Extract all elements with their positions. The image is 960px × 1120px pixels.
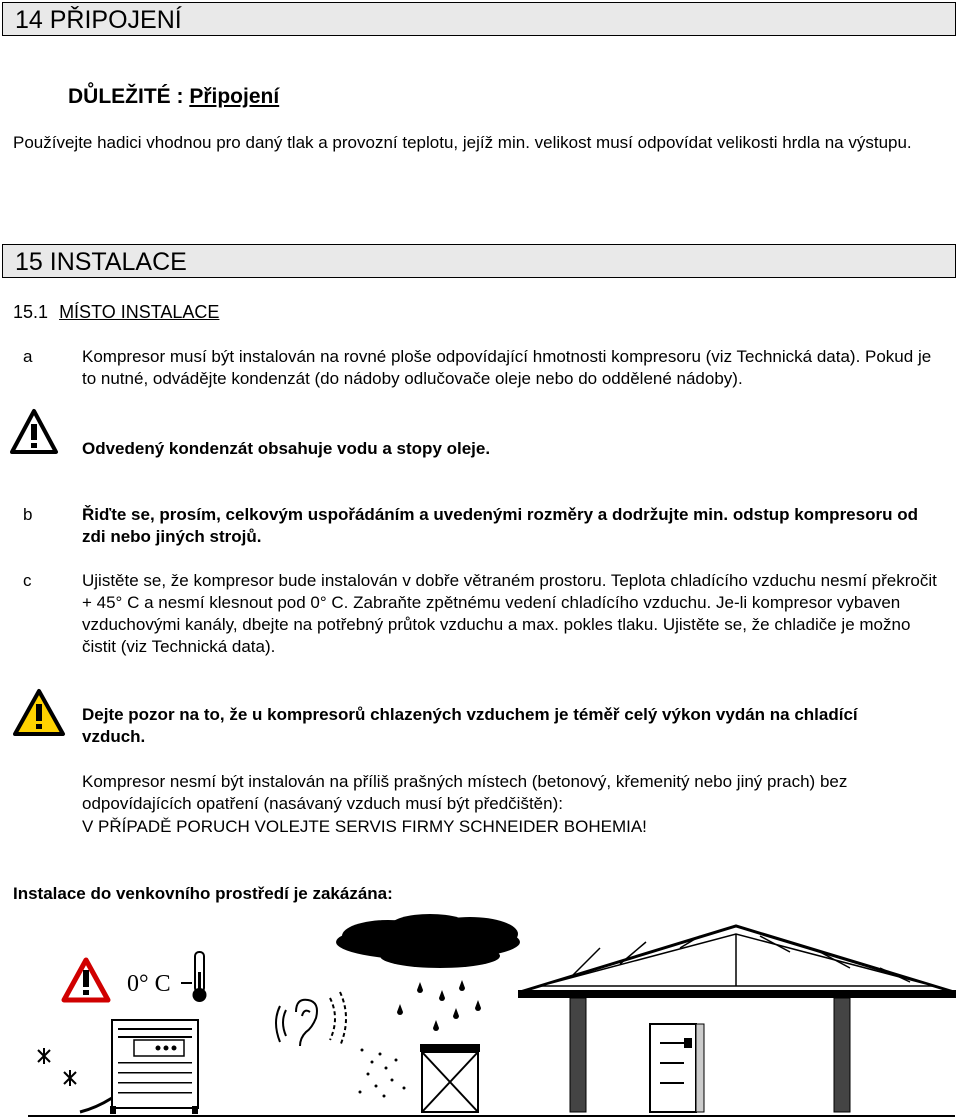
- important-link[interactable]: Připojení: [189, 85, 280, 108]
- outdoor-heading: Instalace do venkovního prostředí je zakázána:: [13, 884, 393, 903]
- important-heading: [68, 85, 279, 109]
- item-b-text: Řiďte se, prosím, celkovým uspořádáním a uvedenými rozměry a dodržujte min. odstup kompresoru od zdi nebo jiných strojů.: [82, 505, 918, 546]
- compressor-icon: [650, 1024, 704, 1112]
- snowflake-icon: [38, 1048, 76, 1086]
- compressor-icon: [420, 1044, 480, 1112]
- item-a-text: Kompresor musí být instalován na rovné ploše odpovídající hmotnosti kompresoru (viz Technická data). Pokud je to nutné, odvádějte kondenzát (do nádoby odlučovače oleje nebo do oddělené nádoby).: [82, 347, 932, 388]
- subsection-title: MÍSTO INSTALACE: [59, 302, 220, 322]
- shelter-roof-icon: [518, 926, 956, 1112]
- temperature-label: 0° C: [127, 971, 171, 997]
- section-15-heading: 15 INSTALACE: [2, 244, 956, 278]
- hose-paragraph: Používejte hadici vhodnou pro daný tlak a provozní teplotu, jejíž min. velikost musí odpovídat velikosti hrdla na výstupu.: [13, 133, 912, 152]
- item-a-warning: Odvedený kondenzát obsahuje vodu a stopy oleje.: [82, 439, 491, 458]
- service-notice: V PŘÍPADĚ PORUCH VOLEJTE SERVIS FIRMY SCHNEIDER BOHEMIA!: [82, 817, 647, 836]
- subsection-number: 15.1: [13, 302, 49, 322]
- warning-triangle-icon: [64, 960, 108, 1000]
- compressor-icon: [80, 1020, 198, 1114]
- thermometer-icon: [193, 952, 207, 1002]
- dust-particles: [359, 1049, 406, 1098]
- important-prefix: DŮLEŽITÉ :: [68, 85, 190, 108]
- rain-cloud-icon: [336, 914, 520, 1031]
- section-14-heading: 14 PŘIPOJENÍ: [2, 2, 956, 36]
- item-letter-b: b: [23, 505, 33, 524]
- warning-air-cooling: Dejte pozor na to, že u kompresorů chlazených vzduchem je téměř celý výkon vydán na chladící vzduch.: [82, 705, 858, 746]
- warning-triangle-icon: [12, 688, 66, 738]
- outdoor-illustration: [0, 912, 960, 1120]
- item-letter-a: a: [23, 347, 33, 366]
- warning-triangle-icon: [9, 408, 59, 456]
- subsection-heading: [13, 302, 219, 323]
- item-c-text: Ujistěte se, že kompresor bude instalován v dobře větraném prostoru. Teplota chladícího vzduchu nesmí překročit + 45° C a nesmí klesnout pod 0° C. Zabraňte zpětnému vedení chladícího vzduchu. Je-li kompresor vybaven vzduchovými kanály, dbejte na potřebný průtok vzduchu a max. pokles tlaku. Ujistěte se, že chladiče je možno čistit (viz Technická data).: [82, 571, 937, 656]
- dust-paragraph: Kompresor nesmí být instalován na příliš prašných místech (betonový, křemenitý nebo jiný prach) bez odpovídajících opatření (nasávaný vzduch musí být předčištěn):: [82, 772, 848, 813]
- ear-icon: [296, 1000, 317, 1046]
- item-letter-c: c: [23, 571, 32, 590]
